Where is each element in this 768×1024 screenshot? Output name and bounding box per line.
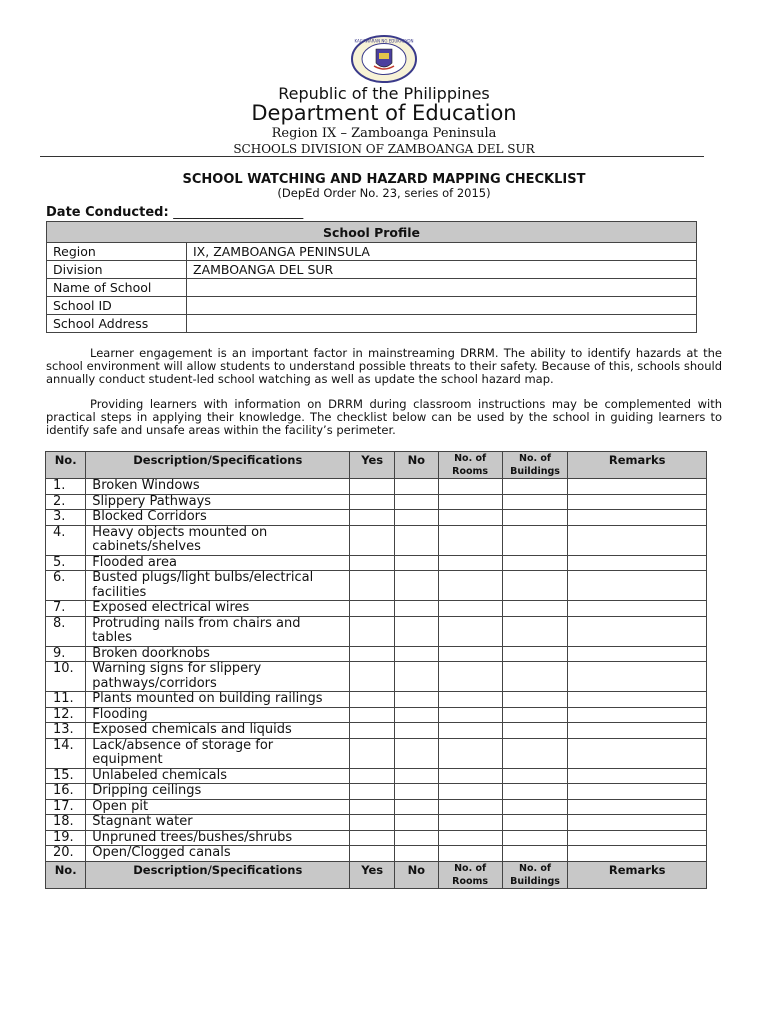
no-cell[interactable] — [395, 738, 438, 768]
no-cell[interactable] — [395, 707, 438, 723]
yes-cell[interactable] — [350, 616, 395, 646]
checklist-row — [46, 555, 707, 571]
checklist-row — [46, 494, 707, 510]
profile-row — [47, 279, 697, 297]
yes-cell[interactable] — [350, 662, 395, 692]
no-cell[interactable] — [395, 571, 438, 601]
region-heading: Region IX – Zamboanga Peninsula — [271, 126, 497, 141]
rooms-cell[interactable] — [438, 815, 502, 831]
remarks-cell[interactable] — [568, 601, 707, 617]
rooms-cell[interactable] — [438, 692, 502, 708]
item-number: 1. — [46, 479, 86, 495]
item-description: Warning signs for slippery pathways/corridors — [86, 662, 350, 692]
school-profile-heading: School Profile — [47, 222, 697, 243]
buildings-cell[interactable] — [502, 601, 568, 617]
item-description: Unlabeled chemicals — [86, 768, 350, 784]
item-number: 19. — [46, 830, 86, 846]
col-footer-remarks: Remarks — [568, 861, 707, 888]
item-number: 3. — [46, 510, 86, 526]
item-description: Broken doorknobs — [86, 646, 350, 662]
no-cell[interactable] — [395, 846, 438, 862]
item-number: 4. — [46, 525, 86, 555]
header-divider — [40, 156, 704, 157]
checklist-row — [46, 723, 707, 739]
item-number: 6. — [46, 571, 86, 601]
profile-value[interactable] — [187, 315, 697, 333]
remarks-cell[interactable] — [568, 646, 707, 662]
republic-heading: Republic of the Philippines — [278, 84, 490, 103]
yes-cell[interactable] — [350, 601, 395, 617]
profile-label: School ID — [47, 297, 187, 315]
buildings-cell[interactable] — [502, 784, 568, 800]
checklist-row — [46, 692, 707, 708]
buildings-cell[interactable] — [502, 616, 568, 646]
yes-cell[interactable] — [350, 846, 395, 862]
checklist-row — [46, 571, 707, 601]
item-number: 9. — [46, 646, 86, 662]
yes-cell[interactable] — [350, 571, 395, 601]
division-heading: SCHOOLS DIVISION OF ZAMBOANGA DEL SUR — [233, 142, 535, 156]
col-footer-no-answer: No — [395, 861, 438, 888]
yes-cell[interactable] — [350, 555, 395, 571]
yes-cell[interactable] — [350, 707, 395, 723]
item-description: Busted plugs/light bulbs/electrical facilities — [86, 571, 350, 601]
item-number: 18. — [46, 815, 86, 831]
item-number: 2. — [46, 494, 86, 510]
checklist-row — [46, 525, 707, 555]
buildings-cell[interactable] — [502, 723, 568, 739]
yes-cell[interactable] — [350, 784, 395, 800]
checklist-row — [46, 662, 707, 692]
yes-cell[interactable] — [350, 494, 395, 510]
yes-cell[interactable] — [350, 830, 395, 846]
col-header-no: No. — [46, 452, 86, 479]
buildings-cell[interactable] — [502, 571, 568, 601]
remarks-cell[interactable] — [568, 830, 707, 846]
yes-cell[interactable] — [350, 815, 395, 831]
no-cell[interactable] — [395, 768, 438, 784]
remarks-cell[interactable] — [568, 616, 707, 646]
col-footer-buildings: No. of Buildings — [502, 861, 568, 888]
item-description: Heavy objects mounted on cabinets/shelves — [86, 525, 350, 555]
checklist-row — [46, 846, 707, 862]
buildings-cell[interactable] — [502, 494, 568, 510]
item-number: 14. — [46, 738, 86, 768]
item-number: 7. — [46, 601, 86, 617]
yes-cell[interactable] — [350, 692, 395, 708]
item-description: Broken Windows — [86, 479, 350, 495]
col-header-no-answer: No — [395, 452, 438, 479]
date-blank[interactable]: ____________________ — [173, 205, 304, 220]
buildings-cell[interactable] — [502, 479, 568, 495]
no-cell[interactable] — [395, 692, 438, 708]
item-description: Stagnant water — [86, 815, 350, 831]
remarks-cell[interactable] — [568, 707, 707, 723]
item-number: 5. — [46, 555, 86, 571]
item-description: Open pit — [86, 799, 350, 815]
no-cell[interactable] — [395, 723, 438, 739]
item-description: Unpruned trees/bushes/shrubs — [86, 830, 350, 846]
yes-cell[interactable] — [350, 738, 395, 768]
rooms-cell[interactable] — [438, 768, 502, 784]
rooms-cell[interactable] — [438, 846, 502, 862]
remarks-cell[interactable] — [568, 846, 707, 862]
buildings-cell[interactable] — [502, 646, 568, 662]
buildings-cell[interactable] — [502, 799, 568, 815]
item-number: 15. — [46, 768, 86, 784]
profile-row — [47, 243, 697, 261]
yes-cell[interactable] — [350, 510, 395, 526]
intro-paragraph: Learner engagement is an important factor in mainstreaming DRRM. The ability to identify hazards at the school environment will allow students to understand possible threats to their safety. Because of this, schools should annually conduct student-led school watching as well as update the school hazard map. — [46, 346, 722, 386]
remarks-cell[interactable] — [568, 784, 707, 800]
checklist-row — [46, 616, 707, 646]
profile-label: Region — [47, 243, 187, 261]
rooms-cell[interactable] — [438, 830, 502, 846]
rooms-cell[interactable] — [438, 646, 502, 662]
checklist-row — [46, 479, 707, 495]
buildings-cell[interactable] — [502, 510, 568, 526]
no-cell[interactable] — [395, 784, 438, 800]
instructions-paragraph: Providing learners with information on DRRM during classroom instructions may be complemented with practical steps in applying their knowledge. The checklist below can be used by the school in guiding learners to identify safe and unsafe areas within the facility’s perimeter. — [46, 397, 722, 437]
yes-cell[interactable] — [350, 525, 395, 555]
remarks-cell[interactable] — [568, 479, 707, 495]
remarks-cell[interactable] — [568, 768, 707, 784]
col-header-rooms: No. of Rooms — [438, 452, 502, 479]
no-cell[interactable] — [395, 510, 438, 526]
item-number: 11. — [46, 692, 86, 708]
profile-label: Name of School — [47, 279, 187, 297]
profile-value[interactable] — [187, 297, 697, 315]
rooms-cell[interactable] — [438, 738, 502, 768]
item-number: 17. — [46, 799, 86, 815]
buildings-cell[interactable] — [502, 768, 568, 784]
remarks-cell[interactable] — [568, 662, 707, 692]
col-header-yes: Yes — [350, 452, 395, 479]
profile-label: School Address — [47, 315, 187, 333]
department-heading: Department of Education — [251, 101, 517, 125]
item-description: Flooded area — [86, 555, 350, 571]
profile-value[interactable] — [187, 279, 697, 297]
col-footer-yes: Yes — [350, 861, 395, 888]
col-header-buildings: No. of Buildings — [502, 452, 568, 479]
no-cell[interactable] — [395, 525, 438, 555]
seal-text: KAGAWARAN NG EDUKASYON — [354, 38, 414, 44]
item-description: Dripping ceilings — [86, 784, 350, 800]
no-cell[interactable] — [395, 646, 438, 662]
rooms-cell[interactable] — [438, 525, 502, 555]
item-description: Plants mounted on building railings — [86, 692, 350, 708]
item-number: 13. — [46, 723, 86, 739]
checklist-row — [46, 784, 707, 800]
checklist-row — [46, 738, 707, 768]
rooms-cell[interactable] — [438, 662, 502, 692]
buildings-cell[interactable] — [502, 707, 568, 723]
document-subtitle: (DepEd Order No. 23, series of 2015) — [277, 186, 491, 200]
checklist-row — [46, 799, 707, 815]
checklist-row — [46, 768, 707, 784]
remarks-cell[interactable] — [568, 815, 707, 831]
no-cell[interactable] — [395, 830, 438, 846]
rooms-cell[interactable] — [438, 601, 502, 617]
remarks-cell[interactable] — [568, 692, 707, 708]
date-conducted — [46, 205, 303, 220]
yes-cell[interactable] — [350, 799, 395, 815]
buildings-cell[interactable] — [502, 830, 568, 846]
checklist-row — [46, 815, 707, 831]
profile-row — [47, 261, 697, 279]
col-footer-description: Description/Specifications — [86, 861, 350, 888]
rooms-cell[interactable] — [438, 616, 502, 646]
deped-seal-icon — [351, 35, 417, 83]
rooms-cell[interactable] — [438, 799, 502, 815]
yes-cell[interactable] — [350, 723, 395, 739]
no-cell[interactable] — [395, 555, 438, 571]
buildings-cell[interactable] — [502, 662, 568, 692]
item-description: Exposed chemicals and liquids — [86, 723, 350, 739]
col-footer-rooms: No. of Rooms — [438, 861, 502, 888]
item-description: Blocked Corridors — [86, 510, 350, 526]
item-description: Open/Clogged canals — [86, 846, 350, 862]
checklist-row — [46, 830, 707, 846]
school-profile-table — [46, 221, 697, 333]
profile-value[interactable]: ZAMBOANGA DEL SUR — [187, 261, 697, 279]
rooms-cell[interactable] — [438, 494, 502, 510]
buildings-cell[interactable] — [502, 815, 568, 831]
rooms-cell[interactable] — [438, 707, 502, 723]
no-cell[interactable] — [395, 479, 438, 495]
profile-label: Division — [47, 261, 187, 279]
remarks-cell[interactable] — [568, 738, 707, 768]
buildings-cell[interactable] — [502, 692, 568, 708]
item-description: Lack/absence of storage for equipment — [86, 738, 350, 768]
document-title: SCHOOL WATCHING AND HAZARD MAPPING CHECKLIST — [182, 172, 586, 187]
no-cell[interactable] — [395, 815, 438, 831]
remarks-cell[interactable] — [568, 799, 707, 815]
date-label: Date Conducted: — [46, 205, 169, 220]
rooms-cell[interactable] — [438, 571, 502, 601]
remarks-cell[interactable] — [568, 723, 707, 739]
remarks-cell[interactable] — [568, 510, 707, 526]
no-cell[interactable] — [395, 799, 438, 815]
col-header-description: Description/Specifications — [86, 452, 350, 479]
no-cell[interactable] — [395, 616, 438, 646]
rooms-cell[interactable] — [438, 510, 502, 526]
buildings-cell[interactable] — [502, 738, 568, 768]
buildings-cell[interactable] — [502, 555, 568, 571]
item-description: Exposed electrical wires — [86, 601, 350, 617]
remarks-cell[interactable] — [568, 494, 707, 510]
checklist-row — [46, 510, 707, 526]
buildings-cell[interactable] — [502, 525, 568, 555]
item-description: Protruding nails from chairs and tables — [86, 616, 350, 646]
rooms-cell[interactable] — [438, 723, 502, 739]
hazard-checklist-table — [45, 451, 707, 889]
item-number: 20. — [46, 846, 86, 862]
item-number: 16. — [46, 784, 86, 800]
profile-row — [47, 297, 697, 315]
buildings-cell[interactable] — [502, 846, 568, 862]
item-description: Flooding — [86, 707, 350, 723]
profile-row — [47, 315, 697, 333]
col-header-remarks: Remarks — [568, 452, 707, 479]
yes-cell[interactable] — [350, 646, 395, 662]
item-number: 8. — [46, 616, 86, 646]
checklist-row — [46, 646, 707, 662]
rooms-cell[interactable] — [438, 479, 502, 495]
col-footer-no: No. — [46, 861, 86, 888]
remarks-cell[interactable] — [568, 525, 707, 555]
rooms-cell[interactable] — [438, 784, 502, 800]
item-number: 10. — [46, 662, 86, 692]
no-cell[interactable] — [395, 601, 438, 617]
item-number: 12. — [46, 707, 86, 723]
remarks-cell[interactable] — [568, 571, 707, 601]
profile-value[interactable]: IX, ZAMBOANGA PENINSULA — [187, 243, 697, 261]
checklist-row — [46, 707, 707, 723]
checklist-row — [46, 601, 707, 617]
remarks-cell[interactable] — [568, 555, 707, 571]
no-cell[interactable] — [395, 494, 438, 510]
yes-cell[interactable] — [350, 479, 395, 495]
yes-cell[interactable] — [350, 768, 395, 784]
item-description: Slippery Pathways — [86, 494, 350, 510]
rooms-cell[interactable] — [438, 555, 502, 571]
no-cell[interactable] — [395, 662, 438, 692]
